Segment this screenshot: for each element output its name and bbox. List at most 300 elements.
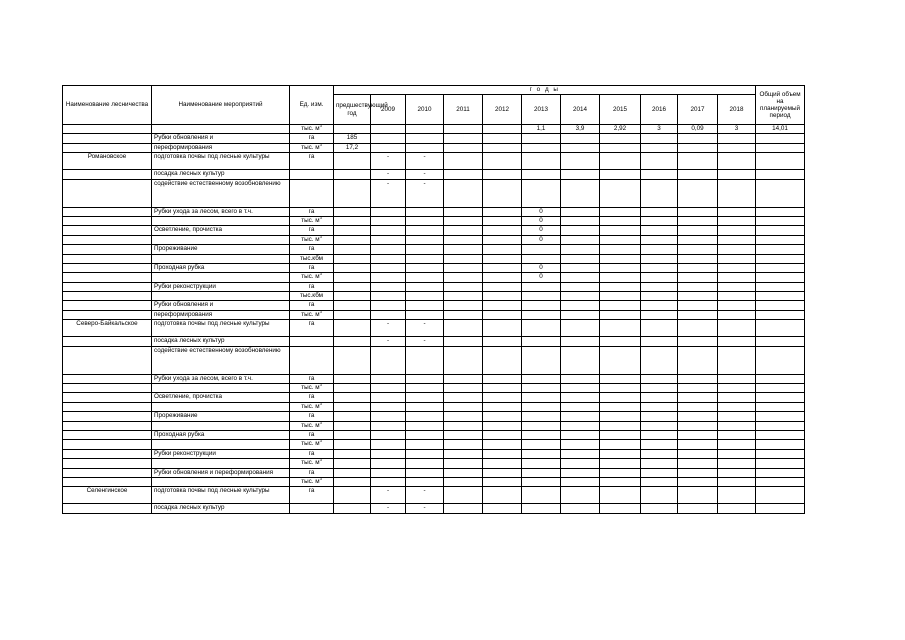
cell-year-value — [444, 301, 483, 310]
cell-total — [756, 449, 805, 458]
cell-year-value — [561, 216, 600, 225]
cell-unit — [290, 346, 334, 374]
cell-year-value — [718, 273, 756, 282]
cell-lesnichestvo — [63, 143, 152, 152]
cell-unit: тыс. $м^3$ — [290, 440, 334, 449]
cell-year-value: 2,92 — [600, 125, 641, 134]
cell-unit: тыс. $м^3$ — [290, 402, 334, 411]
cell-year-value — [718, 310, 756, 319]
cell-year-value — [522, 440, 561, 449]
cell-unit: га — [290, 282, 334, 291]
cell-year-value — [641, 449, 678, 458]
cell-year-value — [561, 449, 600, 458]
cell-event: Рубки реконструкции — [152, 449, 290, 458]
cell-event — [152, 384, 290, 393]
superscript-3: 3 — [319, 308, 322, 314]
cell-year-value — [718, 393, 756, 402]
cell-unit — [290, 504, 334, 513]
cell-unit: га — [290, 374, 334, 383]
cell-lesnichestvo — [63, 226, 152, 235]
cell-year-value — [678, 235, 718, 244]
cell-year-value — [561, 292, 600, 301]
cell-year-value — [444, 393, 483, 402]
cell-year-value — [371, 459, 406, 468]
cell-year-value — [561, 179, 600, 207]
cell-year-value: - — [371, 337, 406, 346]
cell-year-value — [406, 421, 444, 430]
cell-year-value — [444, 245, 483, 254]
cell-year-value — [561, 226, 600, 235]
cell-lesnichestvo — [63, 207, 152, 216]
cell-year-value — [641, 384, 678, 393]
table-row — [63, 170, 805, 179]
cell-year-value — [483, 170, 522, 179]
cell-year-value — [561, 487, 600, 504]
table-row — [63, 320, 805, 337]
cell-year-value — [483, 292, 522, 301]
cell-year-value — [483, 393, 522, 402]
cell-year-value — [641, 143, 678, 152]
cell-year-value — [522, 402, 561, 411]
cell-year-value — [641, 292, 678, 301]
cell-total — [756, 263, 805, 272]
cell-year-value — [483, 273, 522, 282]
cell-year-value — [406, 143, 444, 152]
cell-year-value — [678, 143, 718, 152]
cell-year-value — [406, 440, 444, 449]
cell-year-value — [678, 226, 718, 235]
cell-year-value — [600, 292, 641, 301]
cell-year-value — [641, 273, 678, 282]
cell-year-value — [483, 216, 522, 225]
cell-year-value — [600, 134, 641, 143]
cell-total — [756, 170, 805, 179]
cell-year-value — [483, 459, 522, 468]
cell-year-value — [483, 301, 522, 310]
cell-unit: га — [290, 301, 334, 310]
cell-event — [152, 273, 290, 282]
cell-year-value — [678, 292, 718, 301]
cell-year-value — [444, 235, 483, 244]
cell-year-value: - — [371, 153, 406, 170]
cell-lesnichestvo — [63, 134, 152, 143]
cell-year-value — [406, 263, 444, 272]
cell-year-value — [444, 477, 483, 486]
cell-year-value — [718, 346, 756, 374]
cell-year-value — [371, 254, 406, 263]
cell-prev-year — [334, 273, 371, 282]
superscript-3: 3 — [319, 438, 322, 444]
superscript-3: 3 — [319, 382, 322, 388]
cell-prev-year — [334, 320, 371, 337]
cell-year-value: - — [371, 170, 406, 179]
cell-year-value — [483, 487, 522, 504]
cell-year-value — [444, 143, 483, 152]
cell-year-value — [406, 310, 444, 319]
cell-year-value — [444, 459, 483, 468]
cell-year-value — [641, 440, 678, 449]
cell-year-value — [522, 337, 561, 346]
cell-year-value — [522, 346, 561, 374]
superscript-3: 3 — [319, 271, 322, 277]
cell-year-value — [718, 301, 756, 310]
cell-year-value — [371, 143, 406, 152]
cell-year-value — [444, 468, 483, 477]
cell-year-value — [483, 384, 522, 393]
cell-total — [756, 477, 805, 486]
cell-prev-year — [334, 226, 371, 235]
cell-year-value — [678, 134, 718, 143]
cell-year-value — [406, 477, 444, 486]
cell-year-value — [641, 487, 678, 504]
cell-year-value — [371, 384, 406, 393]
cell-year-value — [600, 412, 641, 421]
cell-year-value — [444, 310, 483, 319]
cell-year-value — [406, 235, 444, 244]
cell-prev-year — [334, 487, 371, 504]
cell-year-value — [561, 143, 600, 152]
cell-year-value — [371, 440, 406, 449]
cell-event: Проходная рубка — [152, 263, 290, 272]
cell-total — [756, 384, 805, 393]
cell-year-value — [444, 430, 483, 439]
cell-unit: га — [290, 153, 334, 170]
cell-year-value — [444, 226, 483, 235]
cell-year-value — [718, 421, 756, 430]
cell-year-value — [600, 273, 641, 282]
cell-year-value — [561, 412, 600, 421]
cell-total — [756, 301, 805, 310]
cell-year-value — [371, 468, 406, 477]
cell-year-value — [483, 421, 522, 430]
cell-event: содействие естественному возобновлению — [152, 179, 290, 207]
cell-prev-year — [334, 337, 371, 346]
cell-year-value — [371, 430, 406, 439]
cell-year-value — [406, 245, 444, 254]
cell-year-value — [444, 134, 483, 143]
cell-event: подготовка почвы под лесные культуры — [152, 487, 290, 504]
cell-year-value — [561, 402, 600, 411]
cell-lesnichestvo — [63, 449, 152, 458]
cell-year-value — [678, 263, 718, 272]
cell-unit: га — [290, 412, 334, 421]
cell-year-value — [522, 320, 561, 337]
cell-year-value — [483, 143, 522, 152]
cell-event: посадка лесных культур — [152, 337, 290, 346]
header-year: 2017 — [678, 95, 718, 125]
cell-prev-year — [334, 263, 371, 272]
cell-year-value — [522, 245, 561, 254]
cell-year-value — [444, 263, 483, 272]
cell-year-value — [600, 430, 641, 439]
cell-year-value — [444, 384, 483, 393]
table-row — [63, 459, 805, 468]
cell-lesnichestvo — [63, 393, 152, 402]
cell-year-value — [718, 153, 756, 170]
header-year: 2018 — [718, 95, 756, 125]
cell-lesnichestvo — [63, 301, 152, 310]
cell-year-value — [371, 393, 406, 402]
cell-event — [152, 254, 290, 263]
cell-year-value — [444, 346, 483, 374]
cell-year-value — [371, 273, 406, 282]
cell-unit: га — [290, 226, 334, 235]
cell-total — [756, 273, 805, 282]
cell-year-value — [483, 310, 522, 319]
cell-unit: га — [290, 487, 334, 504]
cell-event — [152, 292, 290, 301]
cell-lesnichestvo — [63, 170, 152, 179]
table-row — [63, 301, 805, 310]
cell-year-value — [483, 153, 522, 170]
cell-total — [756, 320, 805, 337]
cell-year-value — [600, 216, 641, 225]
cell-year-value — [522, 487, 561, 504]
cell-year-value — [718, 412, 756, 421]
cell-year-value — [641, 170, 678, 179]
cell-unit: тыс. $м^3$ — [290, 216, 334, 225]
cell-year-value — [522, 477, 561, 486]
cell-event: Рубки реконструкции — [152, 282, 290, 291]
cell-year-value — [483, 320, 522, 337]
cell-unit: га — [290, 134, 334, 143]
cell-year-value — [600, 254, 641, 263]
cell-unit: тыс.кбм — [290, 292, 334, 301]
cell-total — [756, 374, 805, 383]
cell-year-value — [444, 487, 483, 504]
cell-total — [756, 468, 805, 477]
cell-prev-year — [334, 384, 371, 393]
cell-year-value: - — [406, 153, 444, 170]
table-row — [63, 402, 805, 411]
cell-year-value — [678, 273, 718, 282]
cell-year-value — [718, 170, 756, 179]
cell-year-value — [600, 226, 641, 235]
cell-event: подготовка почвы под лесные культуры — [152, 320, 290, 337]
cell-unit: тыс. $м^3$ — [290, 310, 334, 319]
cell-year-value — [718, 134, 756, 143]
superscript-3: 3 — [319, 123, 322, 128]
cell-lesnichestvo — [63, 504, 152, 513]
cell-year-value — [522, 374, 561, 383]
cell-year-value — [406, 125, 444, 134]
cell-year-value — [561, 263, 600, 272]
cell-year-value — [371, 292, 406, 301]
cell-year-value — [600, 468, 641, 477]
cell-year-value — [522, 310, 561, 319]
cell-total — [756, 207, 805, 216]
cell-year-value — [371, 282, 406, 291]
cell-year-value — [600, 301, 641, 310]
cell-year-value — [678, 384, 718, 393]
cell-year-value — [718, 282, 756, 291]
cell-total — [756, 282, 805, 291]
cell-lesnichestvo — [63, 216, 152, 225]
cell-prev-year — [334, 477, 371, 486]
table-row — [63, 449, 805, 458]
cell-year-value — [718, 337, 756, 346]
table-row — [63, 430, 805, 439]
table-row — [63, 134, 805, 143]
cell-lesnichestvo — [63, 468, 152, 477]
cell-lesnichestvo — [63, 292, 152, 301]
cell-year-value — [561, 170, 600, 179]
cell-lesnichestvo — [63, 459, 152, 468]
cell-year-value — [718, 487, 756, 504]
cell-year-value — [371, 449, 406, 458]
cell-prev-year — [334, 310, 371, 319]
cell-year-value — [561, 374, 600, 383]
cell-year-value: - — [406, 320, 444, 337]
cell-lesnichestvo — [63, 273, 152, 282]
cell-year-value — [561, 393, 600, 402]
cell-lesnichestvo — [63, 254, 152, 263]
table-row — [63, 468, 805, 477]
cell-year-value — [678, 421, 718, 430]
cell-year-value — [561, 468, 600, 477]
cell-prev-year — [334, 153, 371, 170]
cell-year-value — [678, 468, 718, 477]
cell-year-value — [678, 346, 718, 374]
cell-prev-year — [334, 254, 371, 263]
cell-year-value — [641, 459, 678, 468]
cell-year-value — [444, 440, 483, 449]
cell-event — [152, 402, 290, 411]
cell-year-value — [371, 346, 406, 374]
cell-year-value — [371, 207, 406, 216]
cell-year-value: 0 — [522, 263, 561, 272]
cell-year-value — [678, 179, 718, 207]
cell-year-value — [522, 170, 561, 179]
cell-year-value — [444, 421, 483, 430]
cell-unit: га — [290, 320, 334, 337]
cell-year-value — [483, 477, 522, 486]
cell-year-value — [522, 254, 561, 263]
cell-year-value — [561, 153, 600, 170]
cell-year-value — [483, 337, 522, 346]
cell-lesnichestvo — [63, 245, 152, 254]
cell-year-value — [522, 468, 561, 477]
cell-year-value — [678, 170, 718, 179]
cell-year-value — [406, 468, 444, 477]
cell-year-value — [371, 402, 406, 411]
cell-year-value — [483, 263, 522, 272]
header-year: 2015 — [600, 95, 641, 125]
cell-year-value — [406, 459, 444, 468]
cell-year-value: 0 — [522, 273, 561, 282]
cell-prev-year — [334, 207, 371, 216]
cell-event: Рубки обновления и — [152, 134, 290, 143]
table-row — [63, 245, 805, 254]
table-row — [63, 292, 805, 301]
cell-year-value: - — [371, 179, 406, 207]
superscript-3: 3 — [319, 400, 322, 406]
header-year: 2016 — [641, 95, 678, 125]
cell-year-value — [561, 301, 600, 310]
cell-year-value — [483, 504, 522, 513]
cell-event — [152, 421, 290, 430]
cell-prev-year — [334, 245, 371, 254]
cell-year-value — [406, 430, 444, 439]
cell-prev-year — [334, 346, 371, 374]
cell-year-value — [718, 449, 756, 458]
cell-total — [756, 393, 805, 402]
cell-year-value: 3,9 — [561, 125, 600, 134]
table-row — [63, 337, 805, 346]
cell-year-value — [444, 504, 483, 513]
cell-year-value: 1,1 — [522, 125, 561, 134]
cell-total — [756, 337, 805, 346]
cell-unit: тыс.кбм — [290, 254, 334, 263]
forestry-plan-table — [62, 85, 805, 514]
cell-year-value — [718, 143, 756, 152]
cell-year-value — [641, 346, 678, 374]
cell-year-value — [371, 477, 406, 486]
cell-total — [756, 402, 805, 411]
cell-year-value — [600, 179, 641, 207]
table-row — [63, 254, 805, 263]
cell-prev-year — [334, 504, 371, 513]
cell-prev-year — [334, 440, 371, 449]
cell-year-value — [718, 477, 756, 486]
superscript-3: 3 — [319, 233, 322, 239]
cell-year-value — [718, 216, 756, 225]
superscript-3: 3 — [319, 475, 322, 481]
cell-year-value — [371, 235, 406, 244]
cell-year-value — [483, 440, 522, 449]
cell-year-value — [483, 125, 522, 134]
cell-year-value — [678, 412, 718, 421]
cell-year-value — [718, 504, 756, 513]
cell-year-value — [406, 216, 444, 225]
cell-year-value — [641, 226, 678, 235]
cell-lesnichestvo — [63, 440, 152, 449]
cell-year-value — [444, 216, 483, 225]
cell-year-value — [641, 468, 678, 477]
header-event: Наименование мероприятий — [152, 86, 290, 125]
superscript-3: 3 — [319, 141, 322, 147]
cell-year-value: - — [371, 320, 406, 337]
cell-year-value — [406, 449, 444, 458]
cell-year-value: - — [371, 504, 406, 513]
cell-lesnichestvo — [63, 477, 152, 486]
cell-year-value — [678, 459, 718, 468]
cell-event: переформирования — [152, 143, 290, 152]
cell-year-value — [600, 384, 641, 393]
cell-year-value — [561, 421, 600, 430]
cell-year-value — [678, 320, 718, 337]
cell-year-value — [718, 235, 756, 244]
cell-year-value — [641, 402, 678, 411]
cell-year-value — [678, 449, 718, 458]
cell-year-value — [444, 125, 483, 134]
cell-year-value — [444, 170, 483, 179]
cell-event: Проходная рубка — [152, 430, 290, 439]
cell-year-value — [483, 245, 522, 254]
cell-unit: тыс. $м^3$ — [290, 273, 334, 282]
cell-year-value — [522, 459, 561, 468]
cell-year-value — [561, 477, 600, 486]
cell-event: Рубки обновления и переформирования — [152, 468, 290, 477]
cell-year-value: 0 — [522, 207, 561, 216]
cell-lesnichestvo — [63, 179, 152, 207]
cell-year-value — [600, 440, 641, 449]
cell-year-value — [483, 430, 522, 439]
cell-prev-year — [334, 235, 371, 244]
cell-prev-year — [334, 301, 371, 310]
cell-year-value — [641, 216, 678, 225]
cell-year-value — [406, 282, 444, 291]
